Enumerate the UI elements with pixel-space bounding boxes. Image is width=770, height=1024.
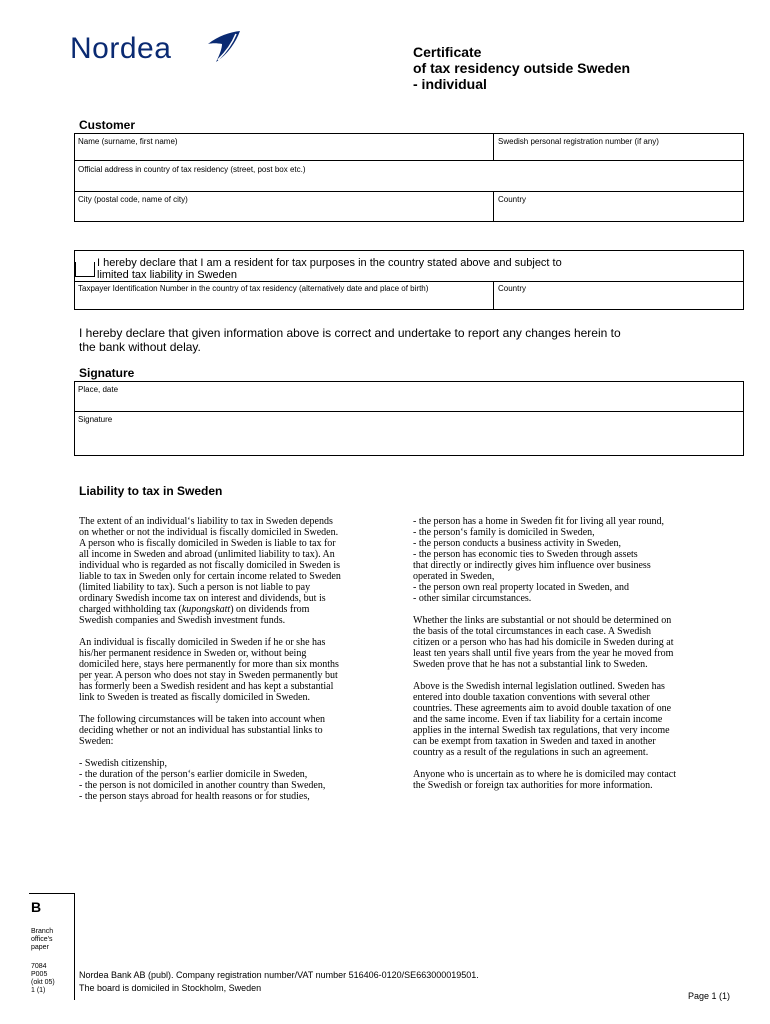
copy-description: Branch office's paper (31, 928, 54, 951)
declaration-line-1: I hereby declare that I am a resident for tax purposes in the country stated above and subject to (97, 257, 562, 269)
domicile-line: The board is domiciled in Stockholm, Sweden (79, 983, 262, 993)
logo-text: Nordea (70, 32, 172, 65)
page-number: Page 1 (1) (687, 991, 730, 1001)
statement-line-2: the bank without delay. (79, 340, 201, 354)
title-line-3: - individual (413, 76, 487, 92)
country-field[interactable]: Country (498, 195, 527, 204)
signature-field[interactable]: Signature (78, 415, 113, 424)
title-line-1: Certificate (413, 44, 482, 60)
signature-heading: Signature (79, 366, 135, 380)
name-field[interactable]: Name (surname, first name) (78, 137, 178, 146)
liability-right-p3: Above is the Swedish internal legislation outlined. Sweden has entered into double taxation conventions with several other countries. These agreements aim to avoid double taxation of one and the same income. Even if tax liability for a certain income applies in the internal Swedish tax regulations, that very income can be exempt from taxation in Sweden and taxed in another country as a result of the regulations in such an agreement. (413, 681, 672, 758)
liability-left-p1: The extent of an individual‘s liability to tax in Sweden depends on whether or not the individual is fiscally domiciled in Sweden. A person who is fiscally domiciled in Sweden is liable to tax for all income in Sweden and abroad (unlimited liability to tax). An individual who is regarded as not fiscally domiciled in Sweden is liable to tax in Sweden only for certain income related to Sweden (limited liability to tax). Such a person is not liable to pay ordinary Swedish income tax on interest and dividends, but is charged withholding tax (kupongskatt) on dividends from Swedish companies and Swedish investment funds. (79, 516, 341, 626)
liability-left-p2: An individual is fiscally domiciled in Sweden if he or she has his/her permanent residence in Sweden or, without being domiciled here, stays here permanently for more than six months per year. A person who does not stay in Sweden permanently but has formerly been a Swedish resident and has kept a substantial link to Sweden is treated as fiscally domiciled in Sweden. (79, 637, 339, 703)
personal-registration-field[interactable]: Swedish personal registration number (if any) (498, 137, 659, 146)
copy-letter: B (31, 899, 42, 915)
title-line-2: of tax residency outside Sweden (413, 60, 631, 76)
nordea-logo (70, 30, 250, 72)
customer-heading: Customer (79, 118, 136, 132)
place-date-field[interactable]: Place, date (78, 385, 119, 394)
tin-country-field[interactable]: Country (498, 284, 527, 293)
company-info (79, 969, 679, 995)
footer-margin-line (74, 893, 75, 1000)
sail-icon (206, 30, 242, 64)
liability-right-p2: Whether the links are substantial or not should be determined on the basis of the total circumstances in each case. A Swedish citizen or a person who has had his domicile in Sweden during at least ten years shall until five years from the year he moved from Sweden prove that he has not a substantial link to Sweden. (413, 615, 674, 670)
declaration-line-2: limited tax liability in Sweden (97, 269, 238, 281)
liability-heading: Liability to tax in Sweden (79, 484, 223, 498)
document-title (413, 44, 733, 92)
customer-box (74, 133, 744, 222)
declaration-checkbox[interactable] (75, 262, 95, 277)
address-field[interactable]: Official address in country of tax residency (street, post box etc.) (78, 165, 306, 174)
signature-box (74, 381, 744, 456)
city-field[interactable]: City (postal code, name of city) (78, 195, 188, 204)
company-line: Nordea Bank AB (publ). Company registration number/VAT number 516406-0120/SE663000019501. (79, 970, 479, 980)
liability-left-p4: - Swedish citizenship, - the duration of the person‘s earlier domicile in Sweden, - the person is not domiciled in another country than Sweden, - the person stays abroad for health reasons or for studies, (79, 758, 326, 802)
declaration-box (74, 250, 744, 310)
declaration-text (97, 257, 737, 281)
liability-right-p4: Anyone who is uncertain as to where he is domiciled may contact the Swedish or foreign tax authorities for more information. (413, 769, 676, 791)
statement-line-1: I hereby declare that given information above is correct and undertake to report any changes herein to (79, 326, 621, 340)
liability-left-column (79, 516, 399, 802)
liability-right-column (413, 516, 743, 791)
liability-right-p1: - the person has a home in Sweden fit for living all year round, - the person‘s family is domiciled in Sweden, - the person conducts a business activity in Sweden, - the person has economic ties to Sweden through assets that directly or indirectly gives him influence over business operated in Sweden, - the person own real property located in Sweden, and - other similar circumstances. (413, 516, 665, 604)
form-code: 7084 P005 (okt 05) 1 (1) (31, 963, 55, 994)
liability-left-p3: The following circumstances will be taken into account when deciding whether or not an individual has substantial links to Sweden: (79, 714, 326, 747)
confirmation-statement (79, 326, 739, 354)
footer-margin-top (29, 893, 75, 894)
tin-field[interactable]: Taxpayer Identification Number in the country of tax residency (alternatively date and place of birth) (78, 284, 429, 293)
